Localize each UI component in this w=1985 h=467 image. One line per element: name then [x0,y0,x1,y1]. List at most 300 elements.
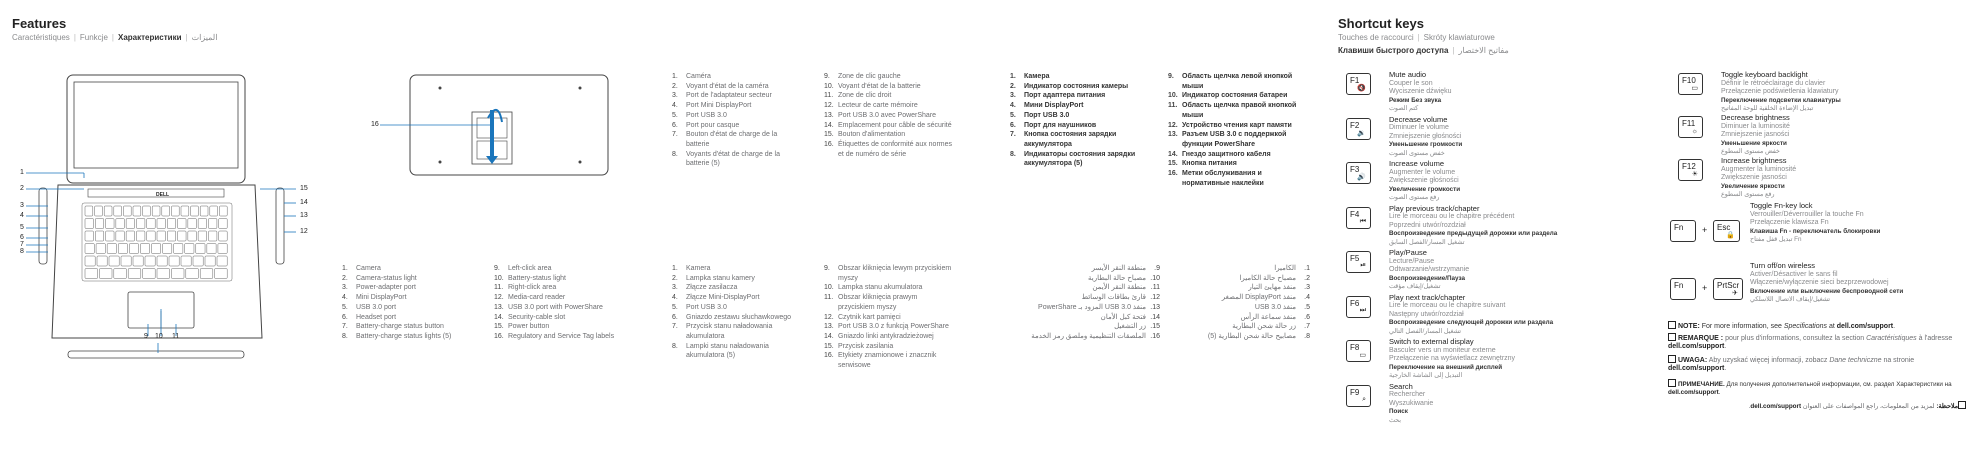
item-number: 12. [494,294,504,302]
item-label: Złącze zasilacza [686,284,738,292]
combo1-ru: Клавиша Fn - переключатель блокировки [1750,227,1881,235]
callout-14: 14 [300,199,308,206]
note-icon-ru [1668,379,1676,387]
item-label: Czytnik kart pamięci [838,313,901,321]
note-fr-link[interactable]: dell.com/support [1668,343,1725,351]
note-ar-label: ملاحظة: [1936,403,1958,410]
list-item [672,101,824,111]
keyboard-key [136,231,144,241]
item-label: Obszar kliknięcia lewym przyciskiem myszy [838,265,952,282]
list-item [672,322,824,341]
item-number: 10. [1150,274,1160,282]
keyboard-key [85,219,93,229]
item-number: 5. [342,303,348,311]
keyboard-key [174,244,183,254]
keyboard-key [104,206,112,216]
item-number: 1. [1304,265,1310,272]
note-fr-text: pour plus d'informations, consultez la section [1723,335,1867,342]
keyboard-key [217,256,227,266]
item-number: 3. [672,92,678,100]
item-number: 9. [824,73,830,80]
item-label: الملصقات التنظيمية وملصق رمز الخدمة [1031,332,1146,340]
fn-key-2 [1670,278,1696,300]
shortcut-desc-line: Play next track/chapter [1389,292,1466,302]
list-item [672,274,824,284]
keyboard-key [207,244,216,254]
key-f8 [1346,340,1371,362]
shortcut-desc-line: Rechercher [1389,391,1426,399]
esc-key-label: Esc [1717,223,1731,232]
laptop-illustration [0,0,300,380]
item-label: Power-adapter port [356,284,416,292]
shortcut-desc [1389,383,1609,426]
keyboard-key [169,256,179,266]
item-label: منفذ مهايئ التيار [1248,284,1296,292]
note-ar-end: . [1748,403,1751,410]
item-number: 14. [824,332,834,340]
shortcut-desc-line: Уменьшение яркости [1721,139,1787,147]
shortcut-desc-line: Diminuer la luminosité [1721,122,1790,130]
key-f4 [1346,207,1371,229]
shortcut-desc-line: Zmniejszenie jasności [1721,131,1790,139]
callout-4: 4 [20,212,24,219]
list-item [1010,313,1160,323]
keyboard-key [95,206,103,216]
shortcut-desc-line: Przełączenie na wyświetlacz zewnętrzny [1389,355,1516,363]
item-number: 8. [1010,150,1016,158]
keyboard-key [95,219,103,229]
item-number: 4. [1010,102,1016,110]
item-number: 7. [1010,131,1016,139]
note-icon-ar [1958,401,1966,409]
features-title: Features [12,16,67,31]
shortcut-desc-line: خفض مستوى السطوع [1721,148,1780,156]
shortcut-desc-line: Następny utwór/rozdział [1389,310,1464,318]
shortcut-desc-line: تشغيل المسار/الفصل السابق [1389,238,1465,246]
item-number: 10. [1168,92,1178,100]
item-label: Regulatory and Service Tag labels [508,332,615,340]
keyboard-key [116,219,124,229]
item-number: 14. [824,121,834,129]
shortcut-desc-line: رفع مستوى السطوع [1721,191,1775,199]
note-ru-link[interactable]: dell.com/support [1668,389,1719,397]
list-item [824,72,984,82]
shortcut-desc-line: Переключение на внешний дисплей [1389,363,1503,371]
note-pl-text: Aby uzyskać więcej informacji, zobacz [1707,357,1830,364]
item-number: 11. [494,284,504,292]
shortcut-desc [1389,116,1609,159]
list-item [672,150,824,169]
item-label: Область щелчка левой кнопкой мыши [1182,73,1293,90]
key-label: F3 [1350,165,1360,174]
list-item [824,121,984,131]
item-label: Индикаторы состояния зарядки аккумулятора (5) [1024,150,1136,168]
keyboard-key [167,219,175,229]
item-label: منطقة النقر الأيمن [1092,284,1146,292]
shortcuts-subtitle-pl: Skróty klawiaturowe [1423,33,1495,42]
item-number: 2. [1010,82,1016,90]
features-list-pl [672,264,992,371]
shortcut-desc-line: Toggle keyboard backlight [1721,70,1808,79]
keyboard-key [162,206,170,216]
keyboard-key [208,219,216,229]
item-label: مصباح حالة البطارية [1088,274,1146,282]
item-label: Мини DisplayPort [1024,102,1084,110]
callout-15: 15 [300,185,308,192]
note-pl-at: na stronie [1881,357,1915,364]
note-fr-end: . [1724,343,1727,351]
key-glyph-icon: ▭ [1359,352,1366,359]
list-item [494,313,654,323]
keyboard-key [219,219,227,229]
item-number: 7. [672,323,678,331]
key-glyph-icon: ▭ [1691,85,1698,92]
keyboard-key [126,231,134,241]
shortcut-desc [1389,71,1609,114]
list-item [824,264,984,283]
item-number: 11. [824,294,834,302]
features-list-ru [1010,72,1330,188]
list-item [342,303,494,313]
item-number: 13. [494,303,504,311]
key-glyph-icon: ☀ [1691,171,1698,178]
item-label: Lampki stanu naładowania akumulatora (5) [686,342,769,360]
item-number: 1. [1010,73,1016,80]
item-label: Voyants d'état de charge de la batterie (5) [686,150,780,168]
list-item [1010,82,1168,92]
shortcut-desc-line: تشغيل/إيقاف مؤقت [1389,283,1441,291]
shortcut-desc-line: Zmniejszenie głośności [1389,132,1462,140]
keyboard-key [121,256,131,266]
item-label: Przycisk zasilania [838,342,894,350]
item-number: 16. [824,140,834,148]
keyboard-key [196,244,205,254]
note-en-link[interactable]: dell.com/support [1836,323,1894,330]
keyboard-key [114,206,122,216]
item-number: 5. [1010,111,1016,119]
list-item [342,293,494,303]
item-label: Кнопка состояния зарядки аккумулятора [1024,131,1117,148]
keyboard-key [219,206,227,216]
item-number: 16. [1168,170,1178,178]
note-pl-link[interactable]: dell.com/support [1668,365,1725,373]
key-f10 [1678,73,1703,95]
item-label: Gniazdo zestawu słuchawkowego [686,313,792,321]
key-f5 [1346,251,1371,273]
shortcut-desc-line: Wyszukiwanie [1389,399,1434,407]
prtscr-key [1713,278,1743,300]
item-number: 16. [1150,332,1160,340]
key-f11 [1678,116,1703,138]
item-label: Lampka stanu kamery [686,274,755,282]
list-item [1160,274,1310,284]
shortcut-desc-line: Définir le rétroéclairage du clavier [1721,79,1826,87]
keyboard-key [129,244,138,254]
list-item [824,82,984,92]
list-item [1010,150,1168,169]
item-number: 5. [1304,303,1310,311]
list-item [1168,91,1328,101]
list-item [494,303,654,313]
plus-sign-2: + [1702,283,1708,293]
shortcut-desc-line: Odtwarzanie/wstrzymanie [1389,266,1470,274]
lock-icon: 🔒 [1726,232,1735,239]
key-label: F5 [1350,254,1360,263]
list-item [672,111,824,121]
item-number: 7. [342,323,348,331]
key-f9 [1346,385,1371,407]
shortcut-desc-line: Augmenter le volume [1389,168,1456,176]
shortcut-desc-line: Увеличение яркости [1721,182,1785,190]
shortcut-desc-line: تشغيل المسار/الفصل التالي [1389,327,1461,335]
shortcut-desc-line: Воспроизведение следующей дорожки или раздела [1389,319,1554,327]
shortcut-desc [1721,71,1941,114]
note-pl-spec: Dane techniczne [1829,357,1882,364]
item-label: Battery-status light [508,274,566,282]
features-list-en [342,264,662,342]
shortcut-desc-line: Воспроизведение предыдущей дорожки или раздела [1389,230,1558,238]
item-label: فتحة كبل الأمان [1100,313,1146,321]
item-label: Camera [356,265,381,272]
item-number: 4. [672,102,678,110]
callout-1: 1 [20,169,24,176]
note-icon [1668,321,1676,329]
list-item [1168,130,1328,149]
item-number: 11. [824,92,834,100]
item-number: 6. [672,313,678,321]
item-label: Power button [508,323,550,331]
fn-key-2-label: Fn [1674,281,1684,290]
keyboard-key [145,256,155,266]
keyboard-key [99,269,112,279]
keyboard-key [114,269,127,279]
item-number: 1. [672,265,678,272]
item-label: Gniazdo linki antykradzieżowej [838,332,934,340]
item-label: Étiquettes de conformité aux normes et de numéro de série [838,140,953,158]
item-label: Security-cable slot [508,313,566,321]
keyboard-key [123,206,131,216]
list-item [342,322,494,332]
shortcuts-subtitle-ar: مفاتيح الاختصار [1458,46,1509,55]
note-en-at: at [1827,323,1837,330]
list-item [1168,72,1328,91]
note-en-text: For more information, see [1699,323,1784,330]
item-number: 6. [342,313,348,321]
item-label: منطقة النقر الأيسر [1091,265,1146,272]
combo2-pl: Włączenie/wyłączenie sieci bezprzewodowej [1750,279,1889,287]
keyboard-key [178,219,186,229]
list-item [824,101,984,111]
keyboard-key [151,244,160,254]
item-number: 12. [1150,294,1160,302]
shortcut-desc-line: Decrease brightness [1721,113,1790,122]
shortcut-desc-line: Увеличение громкости [1389,185,1461,193]
item-label: USB 3.0 port [356,303,397,311]
item-label: Lampka stanu akumulatora [838,284,923,292]
note-ru-end: . [1718,389,1721,397]
list-item [672,303,824,313]
keyboard-key [198,219,206,229]
combo1-ar: تبديل قفل مفتاح Fn [1750,236,1802,244]
item-label: Headset port [356,313,397,321]
note-fr-label: REMARQUE : [1678,335,1724,342]
key-label: F8 [1350,343,1360,352]
list-item [672,130,824,149]
item-number: 16. [494,332,504,340]
shortcut-desc [1389,205,1609,248]
item-number: 4. [1304,294,1310,302]
keyboard-key [106,219,114,229]
item-number: 14. [494,313,504,321]
item-label: زر حالة شحن البطارية [1232,323,1296,331]
keyboard-key [140,244,149,254]
item-number: 11. [1150,284,1160,292]
note-en-end: . [1893,323,1896,330]
shortcuts-subtitle-fr: Touches de raccourci [1338,33,1414,42]
key-glyph-icon: 🔇 [1357,85,1366,92]
key-glyph-icon: ⌕ [1362,395,1366,403]
list-item [1160,332,1310,342]
item-label: قارئ بطاقات الوسائط [1081,294,1146,302]
keyboard-key [185,244,194,254]
combo1-desc [1750,202,1980,245]
item-number: 7. [672,131,678,139]
list-item [1010,111,1168,121]
note-ar-link[interactable]: dell.com/support [1750,403,1802,410]
key-f2 [1346,118,1371,140]
keyboard-key [193,256,203,266]
item-label: Bouton d'alimentation [838,131,906,139]
keyboard-key [133,206,141,216]
keyboard-key [188,219,196,229]
shortcut-desc-line: Режим Без звука [1389,96,1442,104]
keyboard-key [118,244,127,254]
keyboard-key [143,269,156,279]
list-item [672,72,824,82]
callout-16: 16 [371,121,379,128]
list-item [672,283,824,293]
key-glyph-icon: 🔉 [1357,129,1366,137]
list-item [1160,283,1310,293]
keyboard-key [85,231,93,241]
key-label: F11 [1682,119,1696,128]
keyboard-key [163,244,172,254]
item-number: 15. [824,131,834,139]
item-number: 2. [672,82,678,90]
callout-6: 6 [20,234,24,241]
shortcuts-title: Shortcut keys [1338,16,1424,31]
item-number: 10. [494,274,504,282]
item-number: 6. [1010,121,1016,129]
item-number: 15. [494,323,504,331]
shortcut-desc-line: بحث [1389,416,1402,424]
shortcut-desc [1389,249,1609,292]
keyboard-key [85,244,94,254]
shortcut-desc [1721,157,1941,200]
esc-key [1713,220,1740,242]
key-f12 [1678,159,1703,181]
note-ar-text: لمزيد من المعلومات، راجع المواصفات على العنوان [1801,403,1937,410]
key-label: F12 [1682,162,1696,171]
item-label: Индикатор состояния батареи [1182,92,1288,100]
note-pl-end: . [1724,365,1727,373]
keyboard-key [126,219,134,229]
shortcut-desc-line: Decrease volume [1389,114,1448,124]
note-en [1668,320,1968,331]
shortcut-desc-line: Diminuer le volume [1389,124,1449,132]
item-number: 10. [824,82,834,90]
item-label: Zone de clic droit [838,92,892,100]
item-label: منفذ DisplayPort المصغر [1221,294,1296,302]
combo1-heading: Toggle Fn-key lock [1750,201,1813,210]
item-label: Порт для наушников [1024,121,1097,129]
note-fr-spec: Caractéristiques [1866,335,1917,342]
keyboard-key [191,206,199,216]
item-label: Lecteur de carte mémoire [838,102,918,110]
item-label: زر التشغيل [1114,323,1146,331]
key-glyph-icon: ⏮ [1359,217,1366,225]
shortcut-desc-line: Play previous track/chapter [1389,203,1480,213]
item-label: Battery-charge status lights (5) [356,332,452,340]
keyboard-key [147,219,155,229]
keyboard-key [133,256,143,266]
key-glyph-icon: ⏯ [1360,262,1366,269]
key-label: F9 [1350,387,1360,397]
list-item [1010,283,1160,293]
item-number: 3. [1010,92,1016,100]
list-item [494,293,654,303]
list-item [1010,264,1160,274]
shortcut-desc [1389,338,1609,381]
shortcut-desc [1389,294,1609,337]
shortcut-desc-line: التبديل إلى الشاشة الخارجية [1389,372,1463,380]
combo2-desc [1750,262,1980,305]
item-number: 13. [824,323,834,331]
shortcut-desc-line: Lecture/Pause [1389,257,1435,265]
keyboard-key [97,256,107,266]
list-item [1168,121,1328,131]
keyboard-key [143,206,151,216]
item-number: 15. [824,342,834,350]
item-number: 13. [824,111,834,119]
callout-10: 10 [155,333,163,340]
callout-3: 3 [20,202,24,209]
plus-sign: + [1702,225,1708,235]
key-label: F10 [1682,76,1696,85]
combo2-heading: Turn off/on wireless [1750,261,1816,270]
bottom-detail-illustration [380,70,610,185]
keyboard-key [178,231,186,241]
item-label: Voyant d'état de la batterie [838,82,921,90]
keyboard-key [200,206,208,216]
item-label: Bouton d'état de charge de la batterie [686,131,778,148]
callout-13: 13 [300,212,308,219]
features-subtitle: Caractéristiques | Funkcje | Характеристики | الميزات [12,33,218,42]
item-label: Right-click area [508,284,557,292]
keyboard-key [205,256,215,266]
subtitle-ru: Характеристики [117,33,182,42]
key-label: F4 [1350,209,1360,219]
list-item [1010,101,1168,111]
list-item [1160,322,1310,332]
combo2-ar: تشغيل/إيقاف الاتصال اللاسلكي [1750,296,1831,304]
list-item [1010,72,1168,82]
item-number: 9. [1154,265,1160,272]
shortcut-desc-line: Play/Pause [1389,248,1427,257]
list-item [672,264,824,274]
key-f6 [1346,296,1371,318]
shortcut-desc-line: Augmenter la luminosité [1721,165,1797,173]
